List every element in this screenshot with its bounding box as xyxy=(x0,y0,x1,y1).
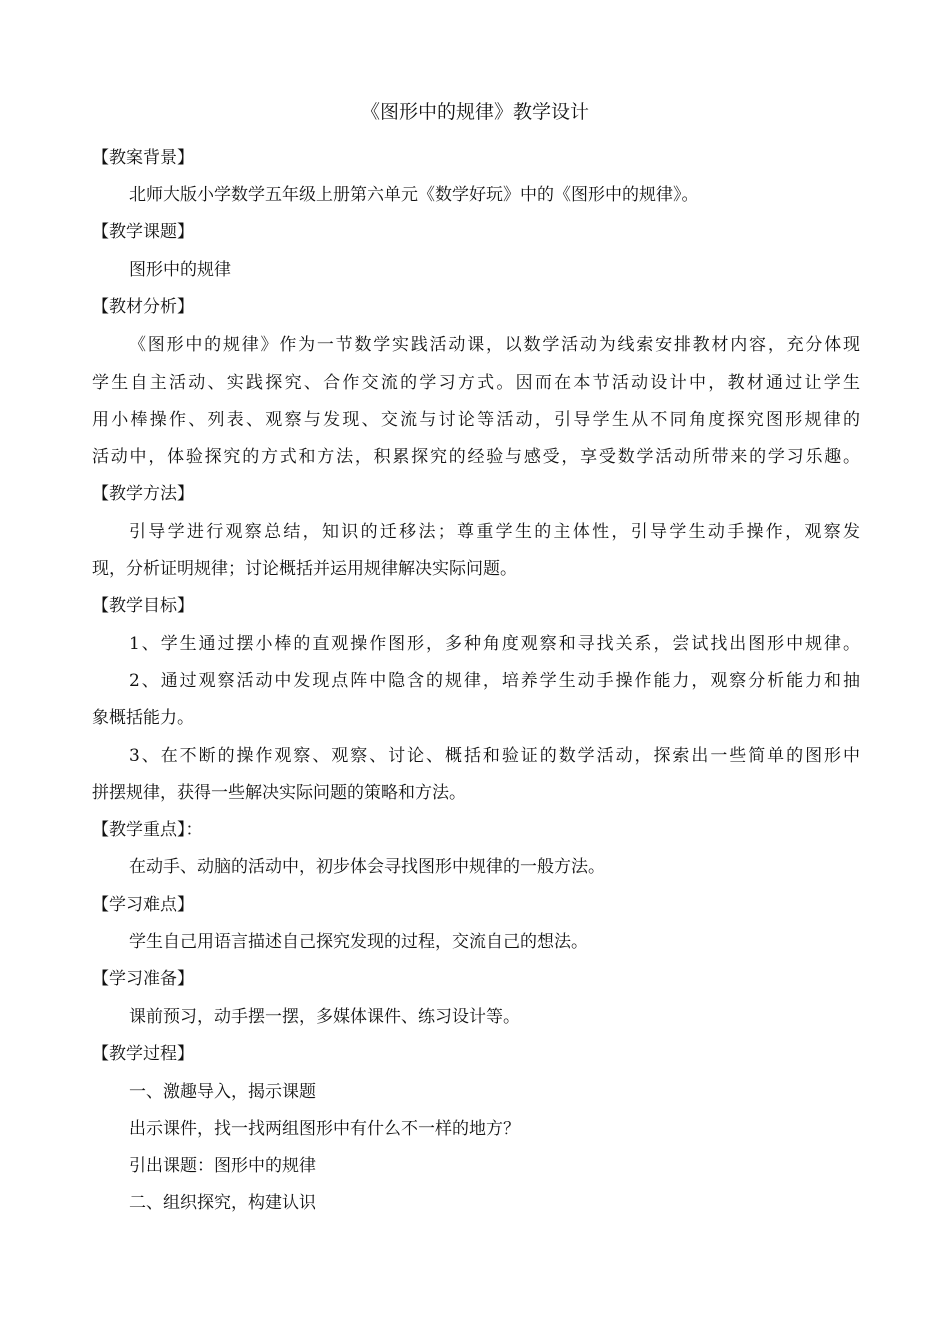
document-title: 《图形中的规律》教学设计 xyxy=(360,101,589,123)
preparation-text: 课前预习，动手摆一摆，多媒体课件、练习设计等。 xyxy=(129,1007,520,1027)
background-text: 北师大版小学数学五年级上册第六单元《数学好玩》中的《图形中的规律》。 xyxy=(129,185,699,205)
heading-goals: 【教学目标】 xyxy=(92,596,194,616)
heading-background: 【教案背景】 xyxy=(92,148,194,168)
process-step-1: 一、激趣导入，揭示课题 xyxy=(129,1082,316,1102)
heading-difficulties: 【学习难点】 xyxy=(92,895,194,915)
heading-method: 【教学方法】 xyxy=(92,484,194,504)
heading-analysis: 【教材分析】 xyxy=(92,297,194,317)
topic-text: 图形中的规律 xyxy=(129,260,231,280)
process-step-2: 出示课件，找一找两组图形中有什么不一样的地方？ xyxy=(129,1119,520,1139)
goal-2-line-2: 象概括能力。 xyxy=(92,708,194,728)
goal-2-line-1: 2、通过观察活动中发现点阵中隐含的规律，培养学生动手操作能力，观察分析能力和抽 xyxy=(129,671,860,691)
goal-3-line-1: 3、在不断的操作观察、观察、讨论、概括和验证的数学活动，探索出一些简单的图形中 xyxy=(129,746,860,766)
analysis-line-2: 学生自主活动、实践探究、合作交流的学习方式。因而在本节活动设计中，教材通过让学生 xyxy=(92,373,860,393)
method-line-2: 现，分析证明规律；讨论概括并运用规律解决实际问题。 xyxy=(92,559,517,579)
goal-1: 1、学生通过摆小棒的直观操作图形，多种角度观察和寻找关系，尝试找出图形中规律。 xyxy=(129,634,860,654)
method-line-1: 引导学进行观察总结，知识的迁移法；尊重学生的主体性，引导学生动手操作，观察发 xyxy=(129,522,860,542)
heading-preparation: 【学习准备】 xyxy=(92,969,194,989)
analysis-line-4: 活动中，体验探究的方式和方法，积累探究的经验与感受，享受数学活动所带来的学习乐趣。 xyxy=(92,447,860,467)
heading-key-points: 【教学重点】： xyxy=(92,820,203,840)
difficulties-text: 学生自己用语言描述自己探究发现的过程，交流自己的想法。 xyxy=(129,932,588,952)
heading-process: 【教学过程】 xyxy=(92,1044,194,1064)
process-step-4: 二、组织探究，构建认识 xyxy=(129,1193,316,1213)
process-step-3: 引出课题：图形中的规律 xyxy=(129,1156,316,1176)
analysis-line-1: 《图形中的规律》作为一节数学实践活动课，以数学活动为线索安排教材内容，充分体现 xyxy=(129,335,860,355)
goal-3-line-2: 拼摆规律，获得一些解决实际问题的策略和方法。 xyxy=(92,783,466,803)
heading-topic: 【教学课题】 xyxy=(92,222,194,242)
key-points-text: 在动手、动脑的活动中，初步体会寻找图形中规律的一般方法。 xyxy=(129,857,605,877)
analysis-line-3: 用小棒操作、列表、观察与发现、交流与讨论等活动，引导学生从不同角度探究图形规律的 xyxy=(92,410,860,430)
